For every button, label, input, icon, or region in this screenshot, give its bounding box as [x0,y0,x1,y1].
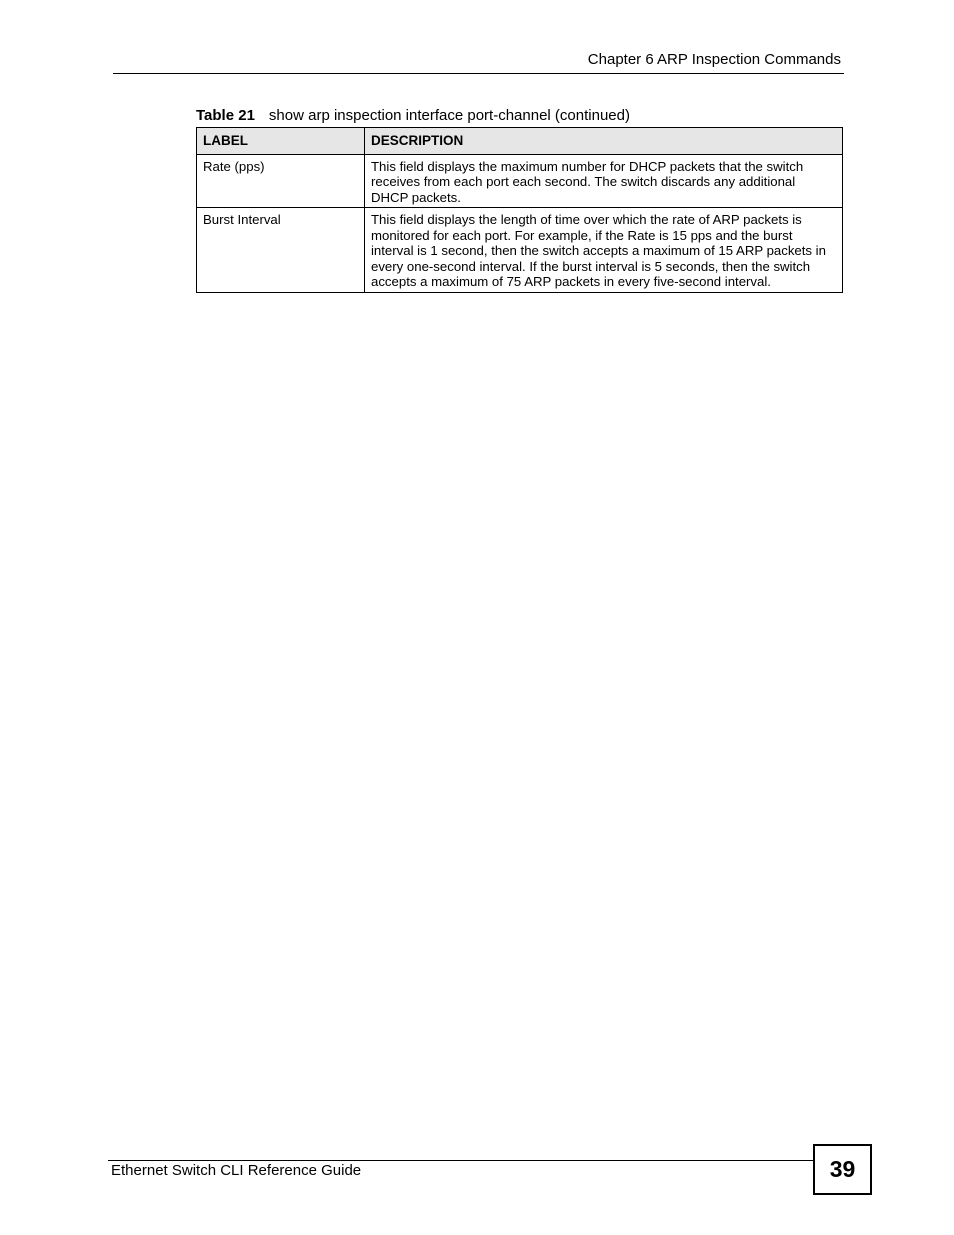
table-header-row [197,128,843,155]
page-number: 39 [813,1144,872,1195]
table-row [197,208,843,293]
row-label: Burst Interval [197,208,365,293]
row-label: Rate (pps) [197,154,365,208]
footer-rule [108,1160,814,1161]
column-header-description: DESCRIPTION [365,128,843,155]
table-caption [196,107,630,125]
header-rule [113,73,844,74]
row-description: This field displays the maximum number for DHCP packets that the switch receives from each port each second. The switch discards any additional DHCP packets. [365,154,843,208]
footer-guide-title: Ethernet Switch CLI Reference Guide [111,1162,362,1179]
running-header: Chapter 6 ARP Inspection Commands [587,51,841,68]
table-number: Table 21 [196,107,255,124]
table-caption-text: show arp inspection interface port-channel (continued) [268,107,630,124]
table-row [197,154,843,208]
reference-table [196,127,843,293]
row-description: This field displays the length of time over which the rate of ARP packets is monitored for each port. For example, if the Rate is 15 pps and the burst interval is 1 second, then the switch accepts a maximum of 15 ARP packets in every one-second interval. If the burst interval is 5 seconds, then the switch accepts a maximum of 75 ARP packets in every five-second interval. [365,208,843,293]
column-header-label: LABEL [197,128,365,155]
